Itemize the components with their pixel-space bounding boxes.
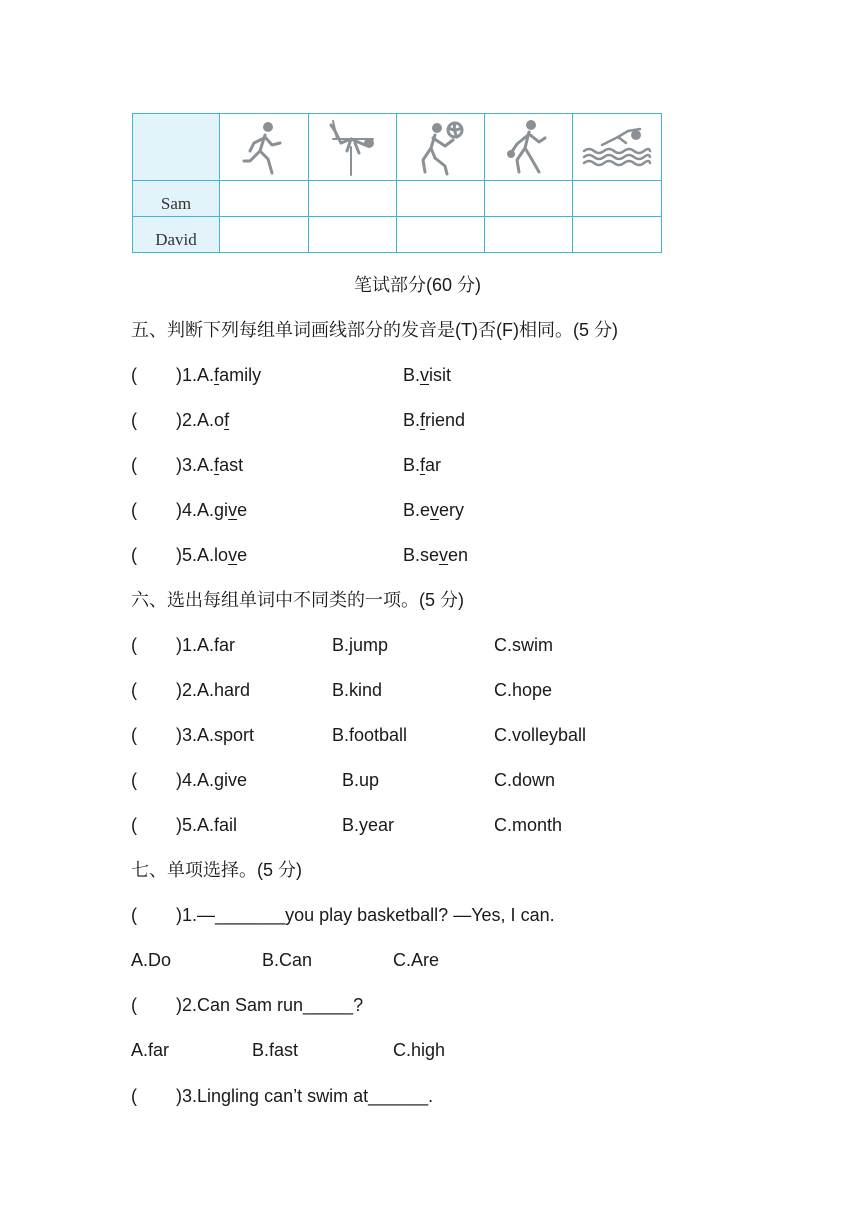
option-b: B.seven bbox=[403, 545, 469, 565]
answer-cell[interactable] bbox=[485, 217, 573, 253]
option-b: B.every bbox=[403, 500, 465, 520]
answer-cell[interactable] bbox=[397, 181, 485, 217]
answer-paren[interactable]: ( bbox=[131, 410, 137, 430]
answer-paren[interactable]: ( bbox=[131, 365, 137, 385]
pic-cell bbox=[485, 114, 573, 181]
option-c: C.volleyball bbox=[494, 725, 587, 745]
question-paren: ( bbox=[131, 905, 137, 925]
option-b[interactable]: B.Can bbox=[262, 950, 313, 970]
answer-paren[interactable]: ( bbox=[131, 815, 137, 835]
option-c: C.hope bbox=[494, 680, 553, 700]
option-a[interactable]: A.far bbox=[131, 1040, 170, 1060]
answer-cell[interactable] bbox=[397, 217, 485, 253]
option-b[interactable]: B.fast bbox=[252, 1040, 299, 1060]
option-a: )1.A.far bbox=[176, 635, 236, 655]
section-5-title: 五、判断下列每组单词画线部分的发音是(T)否(F)相同。(5 分) bbox=[131, 320, 618, 340]
answer-paren[interactable]: ( bbox=[131, 635, 137, 655]
option-a: )5.A.fail bbox=[176, 815, 238, 835]
question-7-2: )2.Can Sam run_____? bbox=[176, 995, 364, 1015]
row-label: Sam bbox=[133, 181, 220, 217]
option-b: B.jump bbox=[332, 635, 389, 655]
answer-paren[interactable]: ( bbox=[131, 680, 137, 700]
answer-paren[interactable]: ( bbox=[131, 770, 137, 790]
option-b: B.visit bbox=[403, 365, 452, 385]
question-paren: ( bbox=[131, 995, 137, 1015]
basketball-icon bbox=[503, 118, 555, 176]
option-a[interactable]: A.Do bbox=[131, 950, 172, 970]
pic-cell bbox=[397, 114, 485, 181]
answer-cell[interactable] bbox=[220, 181, 309, 217]
answer-cell[interactable] bbox=[220, 217, 309, 253]
answer-paren[interactable]: ( bbox=[131, 500, 137, 520]
option-b: B.friend bbox=[403, 410, 466, 430]
section-title: 笔试部分(60 分) bbox=[354, 275, 482, 295]
answer-cell[interactable] bbox=[309, 181, 397, 217]
answer-cell[interactable] bbox=[573, 181, 662, 217]
question-7-1: )1.—_______you play basketball? —Yes, I can. bbox=[176, 905, 555, 925]
option-b: B.football bbox=[332, 725, 408, 745]
option-b: B.year bbox=[342, 815, 395, 835]
volleyball-icon bbox=[415, 118, 467, 176]
row-label: David bbox=[133, 217, 220, 253]
option-a: )4.A.give bbox=[176, 500, 248, 520]
option-a: )2.A.of bbox=[176, 410, 230, 430]
option-a: )2.A.hard bbox=[176, 680, 251, 700]
answer-cell[interactable] bbox=[573, 217, 662, 253]
pic-cell bbox=[309, 114, 397, 181]
question-7-3: )3.Lingling can’t swim at______. bbox=[176, 1086, 434, 1106]
option-b: B.up bbox=[342, 770, 380, 790]
pic-cell bbox=[573, 114, 662, 181]
answer-paren[interactable]: ( bbox=[131, 455, 137, 475]
sports-table bbox=[132, 113, 662, 253]
answer-paren[interactable]: ( bbox=[131, 725, 137, 745]
option-a: )3.A.fast bbox=[176, 455, 244, 475]
section-7-title: 七、单项选择。(5 分) bbox=[131, 860, 302, 880]
pic-cell bbox=[220, 114, 309, 181]
answer-paren[interactable]: ( bbox=[131, 545, 137, 565]
option-c[interactable]: C.high bbox=[393, 1040, 446, 1060]
option-c: C.down bbox=[494, 770, 556, 790]
high-jump-icon bbox=[325, 117, 381, 177]
option-b: B.kind bbox=[332, 680, 383, 700]
option-c[interactable]: C.Are bbox=[393, 950, 440, 970]
option-b: B.far bbox=[403, 455, 442, 475]
question-paren: ( bbox=[131, 1086, 137, 1106]
answer-cell[interactable] bbox=[485, 181, 573, 217]
section-6-title: 六、选出每组单词中不同类的一项。(5 分) bbox=[131, 590, 464, 610]
option-a: )4.A.give bbox=[176, 770, 248, 790]
option-c: C.month bbox=[494, 815, 563, 835]
corner-cell bbox=[133, 114, 220, 181]
running-icon bbox=[238, 119, 290, 175]
option-c: C.swim bbox=[494, 635, 553, 655]
option-a: )1.A.family bbox=[176, 365, 262, 385]
option-a: )3.A.sport bbox=[176, 725, 255, 745]
answer-cell[interactable] bbox=[309, 217, 397, 253]
option-a: )5.A.love bbox=[176, 545, 248, 565]
swimming-icon bbox=[582, 125, 652, 169]
